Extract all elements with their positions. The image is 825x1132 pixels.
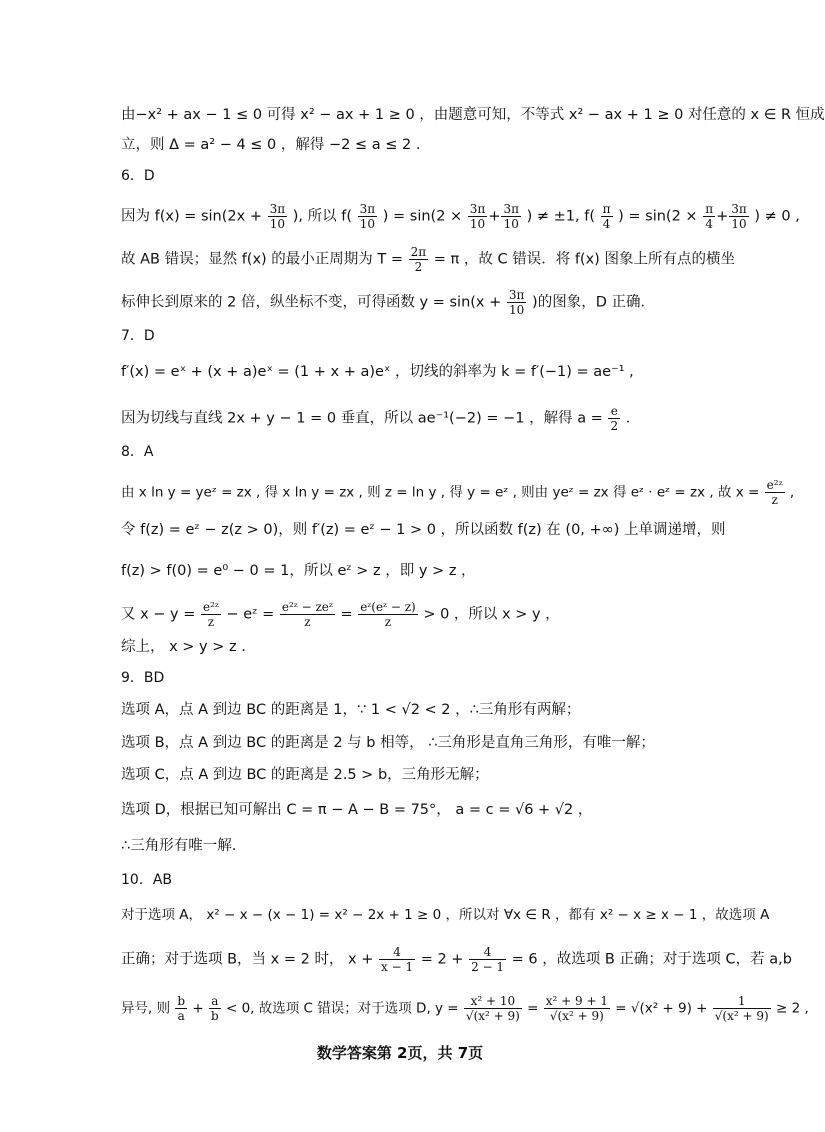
text-line: 又 x − y = $\frac{\text{e²ᶻ}}{z}$ − eᶻ = $\frac{\text{e²ᶻ − zeᶻ}}{z}$ = $\frac{\text{eᶻ(eᶻ − z)}}{z}$ > 0 ，所以 x > y ， bbox=[121, 600, 560, 629]
text-line: 选项 C，点 A 到边 BC 的距离是 2.5 > b，三角形无解； bbox=[121, 767, 489, 783]
text-line: 立，则 Δ = a² − 4 ≤ 0 ，解得 −2 ≤ a ≤ 2 . bbox=[121, 137, 421, 153]
fraction: $\frac{2\pi}{2}$ bbox=[410, 245, 427, 274]
text-line: 选项 A，点 A 到边 BC 的距离是 1，∵ 1 < √2 < 2 ，∴三角形有两解； bbox=[121, 702, 581, 718]
page-footer: 数学答案第 2页，共 7页 bbox=[316, 1044, 484, 1062]
text-line: f(z) > f(0) = e⁰ − 0 = 1，所以 eᶻ > z ，即 y > z ， bbox=[121, 563, 476, 579]
fraction: $\frac{4}{x - 1}$ bbox=[381, 945, 414, 974]
fraction: $\frac{4}{2 - 1}$ bbox=[471, 945, 505, 974]
text-line: 异号, 则 $\frac{b}{a}$ + $\frac{a}{b}$ < 0, 故选项 C 错误；对于选项 D, y = $\frac{\text{x² + 10}}{\text{√(x² + 9)}}$ = $\frac{\text{x² + 9 + 1}}{\text{√(x² + 9)}}$ = √(x² + 9) + $\frac{1}{\text{√(x² + 9)}}$ ≥ 2 , bbox=[121, 994, 809, 1023]
question-number: 6．D bbox=[121, 168, 155, 184]
text-line: 选项 B，点 A 到边 BC 的距离是 2 与 b 相等， ∴三角形是直角三角形，有唯一解； bbox=[121, 735, 655, 751]
fraction: $\frac{\text{eᶻ(eᶻ − z)}}{z}$ bbox=[360, 600, 416, 629]
text-line: 标伸长到原来的 2 倍，纵坐标不变，可得函数 y = sin(x + $\frac{3\pi}{10}$ )的图象，D 正确． bbox=[121, 288, 655, 317]
text-line: 正确；对于选项 B，当 x = 2 时， x + $\frac{4}{x - 1}$ = 2 + $\frac{4}{2 - 1}$ = 6 ，故选项 B 正确；对于选项 C，若 a,b bbox=[121, 945, 792, 974]
text-line: 故 AB 错误；显然 f(x) 的最小正周期为 T = $\frac{2\pi}{2}$ = π ，故 C 错误．将 f(x) 图象上所有点的横坐 bbox=[121, 245, 735, 274]
text-line: f′(x) = eˣ + (x + a)eˣ = (1 + x + a)eˣ ，切线的斜率为 k = f′(−1) = ae⁻¹ , bbox=[121, 364, 634, 380]
fraction: $\frac{a}{b}$ bbox=[210, 994, 219, 1023]
text-line: 由−x² + ax − 1 ≤ 0 可得 x² − ax + 1 ≥ 0 ，由题意可知，不等式 x² − ax + 1 ≥ 0 对任意的 x ∈ R 恒成 bbox=[121, 107, 825, 123]
text-line: 因为切线与直线 2x + y − 1 = 0 垂直，所以 ae⁻¹(−2) = −1 ，解得 a = $\frac{e}{2}$ ． bbox=[121, 404, 641, 433]
fraction: $\frac{3\pi}{10}$ bbox=[359, 202, 376, 231]
fraction: $\frac{\text{e²ᶻ}}{z}$ bbox=[766, 478, 783, 507]
fraction: $\frac{3\pi}{10}$ bbox=[731, 202, 747, 231]
fraction: $\frac{\text{e²ᶻ}}{z}$ bbox=[203, 600, 219, 629]
text-line: 对于选项 A， x² − x − (x − 1) = x² − 2x + 1 ≥ 0 ，所以对 ∀x ∈ R ，都有 x² − x ≥ x − 1 ，故选项 A bbox=[121, 907, 770, 923]
question-number: 8．A bbox=[121, 444, 154, 460]
question-number: 9．BD bbox=[121, 670, 165, 686]
fraction: $\frac{3\pi}{10}$ bbox=[269, 202, 286, 231]
fraction: $\frac{3\pi}{10}$ bbox=[503, 202, 520, 231]
text-line: 令 f(z) = eᶻ − z(z > 0)，则 f′(z) = eᶻ − 1 > 0 ，所以函数 f(z) 在 (0, +∞) 上单调递增，则 bbox=[121, 522, 726, 538]
fraction: $\frac{\text{x² + 10}}{\text{√(x² + 9)}}$ bbox=[465, 994, 520, 1023]
fraction: $\frac{1}{\text{√(x² + 9)}}$ bbox=[714, 994, 769, 1023]
text-line: 选项 D，根据已知可解出 C = π − A − B = 75°， a = c = √6 + √2 ， bbox=[121, 802, 593, 818]
text-line: 由 x ln y = yeᶻ = zx , 得 x ln y = zx , 则 z = ln y , 得 y = eᶻ , 则由 yeᶻ = zx 得 eᶻ · eᶻ = zx , 故 x = $\frac{\text{e²ᶻ}}{z}$ , bbox=[121, 478, 795, 507]
fraction: $\frac{b}{a}$ bbox=[177, 994, 186, 1023]
fraction: $\frac{\pi}{4}$ bbox=[705, 202, 714, 231]
fraction: $\frac{\pi}{4}$ bbox=[602, 202, 611, 231]
fraction: $\frac{\text{x² + 9 + 1}}{\text{√(x² + 9)}}$ bbox=[545, 994, 608, 1023]
question-number: 7．D bbox=[121, 328, 155, 344]
text-line: 因为 f(x) = sin(2x + $\frac{3\pi}{10}$ ), 所以 f( $\frac{3\pi}{10}$ ) = sin(2 × $\frac{3\pi}{10}$ + $\frac{3\pi}{10}$ ) ≠ ±1, f( $\frac{\pi}{4}$ ) = sin(2 × $\frac{\pi}{4}$ + $\frac{3\pi}{10}$ ) ≠ 0 , bbox=[121, 202, 800, 231]
fraction: $\frac{e}{2}$ bbox=[610, 404, 619, 433]
fraction: $\frac{\text{e²ᶻ − zeᶻ}}{z}$ bbox=[281, 600, 333, 629]
fraction: $\frac{3\pi}{10}$ bbox=[508, 288, 525, 317]
text-line: ∴三角形有唯一解. bbox=[121, 838, 237, 854]
fraction: $\frac{3\pi}{10}$ bbox=[469, 202, 486, 231]
question-number: 10．AB bbox=[121, 872, 172, 888]
text-line: 综上， x > y > z . bbox=[121, 639, 246, 655]
